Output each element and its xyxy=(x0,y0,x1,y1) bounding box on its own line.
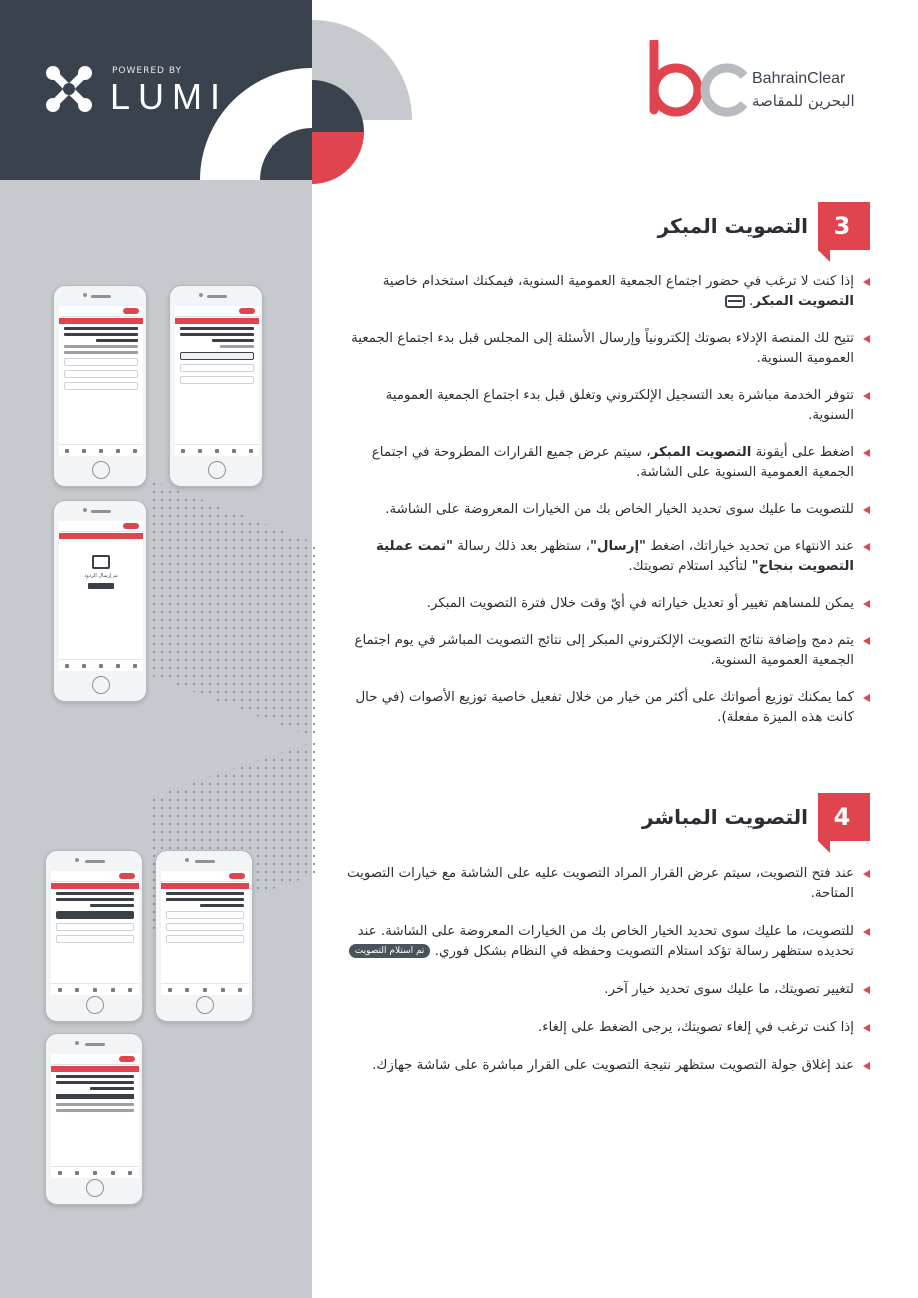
bahrainclear-logo xyxy=(648,40,888,130)
card-icon xyxy=(725,295,745,308)
section-4-title: التصويت المباشر xyxy=(642,805,808,829)
list-item: إذا كنت ترغب في إلغاء تصويتك، يرجى الضغط على إلغاء. xyxy=(340,1018,870,1038)
list-item: عند الانتهاء من تحديد خياراتك، اضغط "إرسال"، ستظهر بعد ذلك رسالة "تمت عملية التصويت بنجاح" لتأكيد استلام تصويتك. xyxy=(340,537,870,577)
bc-mark-icon xyxy=(648,40,748,120)
phone-mockup-4 xyxy=(45,850,143,1022)
phone-mockup-5 xyxy=(155,850,253,1022)
list-item: للتصويت، ما عليك سوى تحديد الخيار الخاص بك من الخيارات المعروضة على الشاشة. عند تحديده ستظهر رسالة تؤكد استلام التصويت وحفظه في النظام بشكل فوري. تم استلام التصويت xyxy=(340,922,870,962)
list-item: تتوفر الخدمة مباشرة بعد التسجيل الإلكتروني وتغلق قبل بدء اجتماع الجمعية العمومية السنوية. xyxy=(340,386,870,426)
section-4-heading xyxy=(642,793,870,841)
bahrainclear-en: BahrainClear xyxy=(752,70,846,87)
lumi-name: LUMI xyxy=(110,76,229,117)
phone-mockup-3 xyxy=(53,500,147,702)
lumi-powered-by: POWERED BY xyxy=(112,66,183,76)
phone-mockup-1 xyxy=(53,285,147,487)
list-item: يتم دمج وإضافة نتائج التصويت الإلكتروني المبكر إلى نتائج التصويت المباشر في يوم اجتماع الجمعية العمومية السنوية. xyxy=(340,631,870,671)
list-item: إذا كنت لا ترغب في حضور اجتماع الجمعية العمومية السنوية، فيمكنك استخدام خاصية التصويت المبكر. xyxy=(340,272,870,312)
lumi-mark-icon xyxy=(44,64,94,114)
list-item: اضغط على أيقونة التصويت المبكر، سيتم عرض جميع القرارات المطروحة في اجتماع الجمعية العمومية السنوية على الشاشة. xyxy=(340,443,870,483)
section-3-number: 3 xyxy=(818,202,870,250)
list-item: كما يمكنك توزيع أصواتك على أكثر من خيار من خلال تفعيل خاصية توزيع الأصوات (في حال كانت هذه الميزة مفعلة). xyxy=(340,688,870,728)
section-3-title: التصويت المبكر xyxy=(657,214,808,238)
phone-mockup-2 xyxy=(169,285,263,487)
section-4-number: 4 xyxy=(818,793,870,841)
bahrainclear-ar: البحرين للمقاصة xyxy=(752,92,855,110)
vote-received-pill: تم استلام التصويت xyxy=(349,944,431,958)
list-item: تتيح لك المنصة الإدلاء بصوتك إلكترونياً وإرسال الأسئلة إلى المجلس قبل بدء اجتماع الجمعية العمومية السنوية. xyxy=(340,329,870,369)
section-4-list xyxy=(340,864,870,1076)
section-3-list xyxy=(340,272,870,728)
list-item: عند إغلاق جولة التصويت ستظهر نتيجة التصويت على القرار مباشرة على شاشة جهازك. xyxy=(340,1056,870,1076)
phone-votes-received: تم إرسال الردود xyxy=(84,573,118,579)
list-item: عند فتح التصويت، سيتم عرض القرار المراد التصويت عليه على الشاشة مع خيارات التصويت المتاحة. xyxy=(340,864,870,904)
section-3-heading xyxy=(658,202,870,250)
list-item: للتصويت ما عليك سوى تحديد الخيار الخاص بك من الخيارات المعروضة على الشاشة. xyxy=(340,500,870,520)
lumi-logo xyxy=(44,62,244,122)
list-item: لتغيير تصويتك، ما عليك سوى تحديد خيار آخر. xyxy=(340,980,870,1000)
phone-mockup-6 xyxy=(45,1033,143,1205)
list-item: يمكن للمساهم تغيير أو تعديل خياراته في أيّ وقت خلال فترة التصويت المبكر. xyxy=(340,594,870,614)
